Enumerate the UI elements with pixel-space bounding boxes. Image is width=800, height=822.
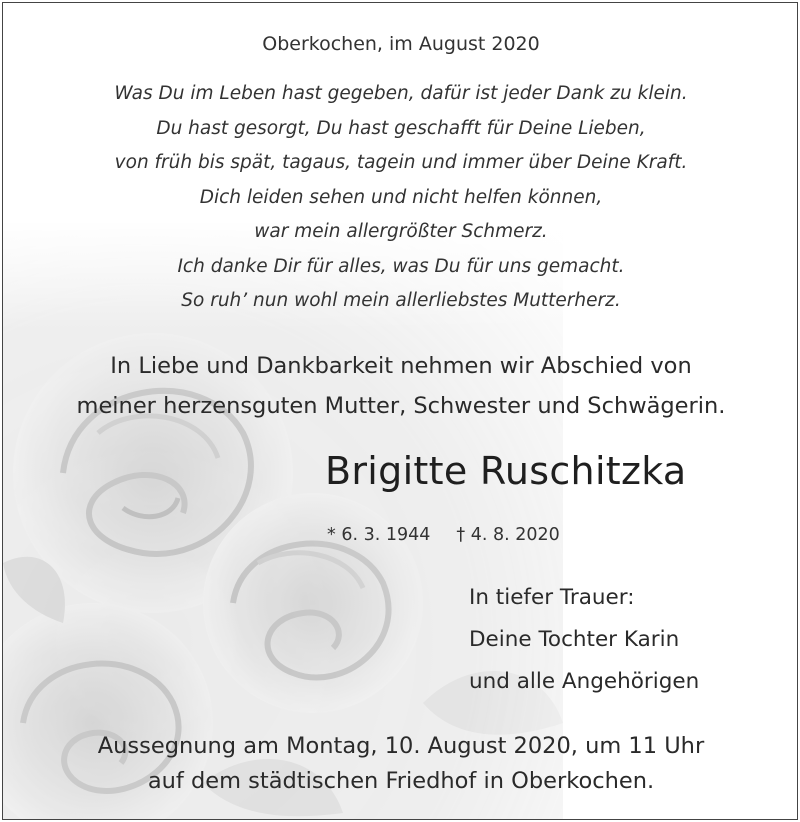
birth-date: * 6. 3. 1944 — [327, 525, 431, 545]
funeral-line: auf dem städtischen Friedhof in Oberkochen. — [147, 768, 655, 794]
funeral-info — [3, 729, 798, 799]
obituary-notice — [2, 2, 798, 820]
notice-content — [3, 3, 798, 820]
poem-line: Was Du im Leben hast gegeben, dafür ist jeder Dank zu klein. — [114, 83, 688, 104]
poem-line: von früh bis spät, tagaus, tagein und immer über Deine Kraft. — [114, 152, 688, 173]
life-dates — [327, 525, 560, 545]
death-date: † 4. 8. 2020 — [456, 525, 560, 545]
farewell-intro — [3, 346, 798, 426]
poem-line: Du hast gesorgt, Du hast geschafft für Deine Lieben, — [156, 117, 646, 139]
mourner-line: und alle Angehörigen — [469, 669, 700, 694]
poem-line: Dich leiden sehen und nicht helfen können, — [199, 186, 603, 208]
deceased-name: Brigitte Ruschitzka — [325, 449, 687, 493]
poem-line: So ruh’ nun wohl mein allerliebstes Mutterherz. — [181, 290, 621, 311]
poem-line: war mein allergrößter Schmerz. — [254, 221, 548, 242]
intro-line: meiner herzensguten Mutter, Schwester und Schwägerin. — [76, 393, 726, 419]
place-and-date: Oberkochen, im August 2020 — [262, 33, 540, 55]
mourning-heading: In tiefer Trauer: — [469, 585, 635, 610]
intro-line: In Liebe und Dankbarkeit nehmen wir Abschied von — [110, 353, 692, 379]
poem-line: Ich danke Dir für alles, was Du für uns gemacht. — [177, 255, 625, 277]
poem — [3, 77, 798, 319]
funeral-line: Aussegnung am Montag, 10. August 2020, um 11 Uhr — [97, 733, 705, 759]
mourner-line: Deine Tochter Karin — [469, 627, 680, 652]
mourners-block — [469, 577, 699, 703]
